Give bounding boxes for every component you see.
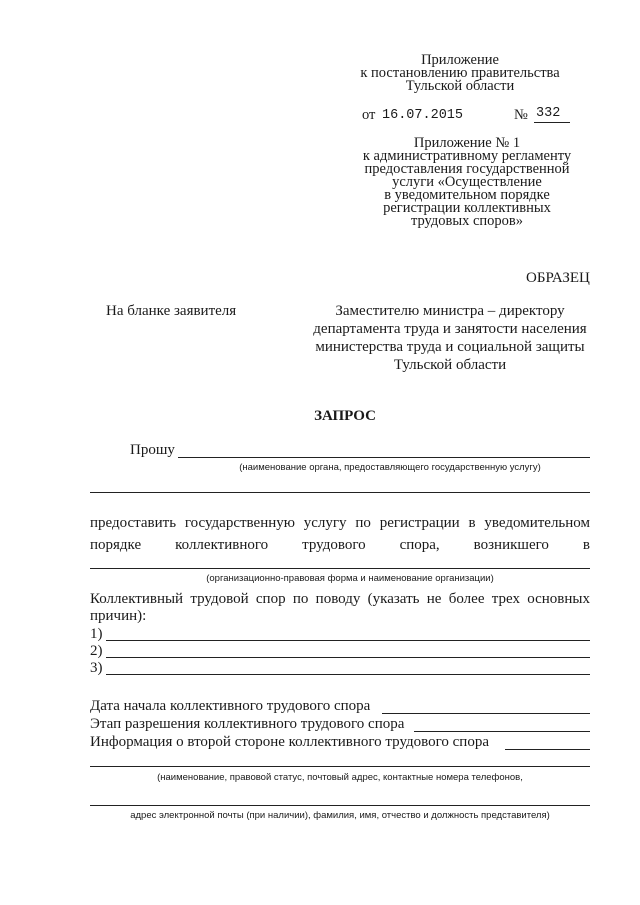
document-title: ЗАПРОС: [314, 408, 376, 424]
other-party-label: Информация о второй стороне коллективного трудового спора: [90, 734, 489, 750]
organ-hint: (наименование органа, предоставляющего государственную услугу): [239, 462, 541, 473]
word-3: трудового: [302, 537, 366, 553]
start-date-line[interactable]: [382, 713, 590, 714]
start-date-label: Дата начала коллективного трудового спора: [90, 698, 371, 714]
date-prefix: от: [362, 107, 376, 123]
other-party-line-3[interactable]: [90, 805, 590, 806]
word-6: в: [582, 537, 590, 553]
organization-hint: (организационно-правовая форма и наименование организации): [206, 573, 494, 584]
number-underline: [534, 122, 570, 123]
other-party-line[interactable]: [505, 749, 590, 750]
appendix-line-5: в уведомительном порядке: [384, 187, 550, 203]
request-text-line-2: [90, 536, 590, 554]
sample-label: ОБРАЗЕЦ: [526, 270, 590, 286]
reason-number-2: 2): [90, 643, 103, 659]
resolution-date-number: [362, 108, 572, 126]
reasons-text-line-2: причин):: [90, 608, 147, 624]
stage-label: Этап разрешения коллективного трудового спора: [90, 716, 405, 732]
request-prompt: Прошу: [130, 442, 175, 458]
addressee-line-1: Заместителю министра – директору: [335, 303, 565, 319]
resolution-number: 332: [536, 106, 561, 121]
request-text-line-1: предоставить государственную услугу по регистрации в уведомительном: [90, 515, 590, 531]
addressee-line-2: департамента труда и занятости населения: [313, 321, 587, 337]
appendix-line-3: предоставления государственной: [364, 161, 570, 177]
organ-name-line-2[interactable]: [90, 492, 590, 493]
organ-name-line[interactable]: [178, 457, 590, 458]
attachment-title: Приложение: [421, 52, 499, 68]
word-1: порядке: [90, 537, 142, 553]
reason-line-3[interactable]: [106, 674, 590, 675]
other-party-hint-2: адрес электронной почты (при наличии), фамилия, имя, отчество и должность представителя): [130, 810, 550, 821]
reason-number-1: 1): [90, 626, 103, 642]
resolution-date: 16.07.2015: [382, 108, 464, 123]
letterhead-note: На бланке заявителя: [106, 303, 237, 319]
attachment-resolution: к постановлению правительства: [360, 65, 560, 81]
appendix-line-4: услуги «Осуществление: [392, 174, 542, 190]
appendix-line-6: регистрации коллективных: [383, 200, 551, 216]
attachment-region: Тульской области: [405, 78, 515, 94]
addressee-line-4: Тульской области: [393, 357, 507, 373]
reason-number-3: 3): [90, 660, 103, 676]
word-4: спора,: [399, 537, 440, 553]
other-party-hint-1: (наименование, правовой статус, почтовый адрес, контактные номера телефонов,: [157, 772, 523, 783]
word-2: коллективного: [175, 537, 269, 553]
other-party-line-2[interactable]: [90, 766, 590, 767]
addressee-block: [290, 302, 610, 374]
appendix-line-1: Приложение № 1: [413, 135, 521, 151]
addressee-line-3: министерства труда и социальной защиты: [315, 339, 585, 355]
appendix-line-2: к административному регламенту: [362, 148, 572, 164]
reasons-text-line-1: Коллективный трудовой спор по поводу (указать не более трех основных: [90, 591, 590, 607]
appendix-line-7: трудовых споров»: [410, 213, 524, 229]
stage-line[interactable]: [414, 731, 590, 732]
appendix-header: [352, 137, 582, 228]
word-5: возникшего: [473, 537, 549, 553]
reason-line-1[interactable]: [106, 640, 590, 641]
reason-line-2[interactable]: [106, 657, 590, 658]
number-prefix: №: [514, 107, 528, 123]
organization-line[interactable]: [90, 568, 590, 569]
attachment-header: [340, 54, 580, 93]
